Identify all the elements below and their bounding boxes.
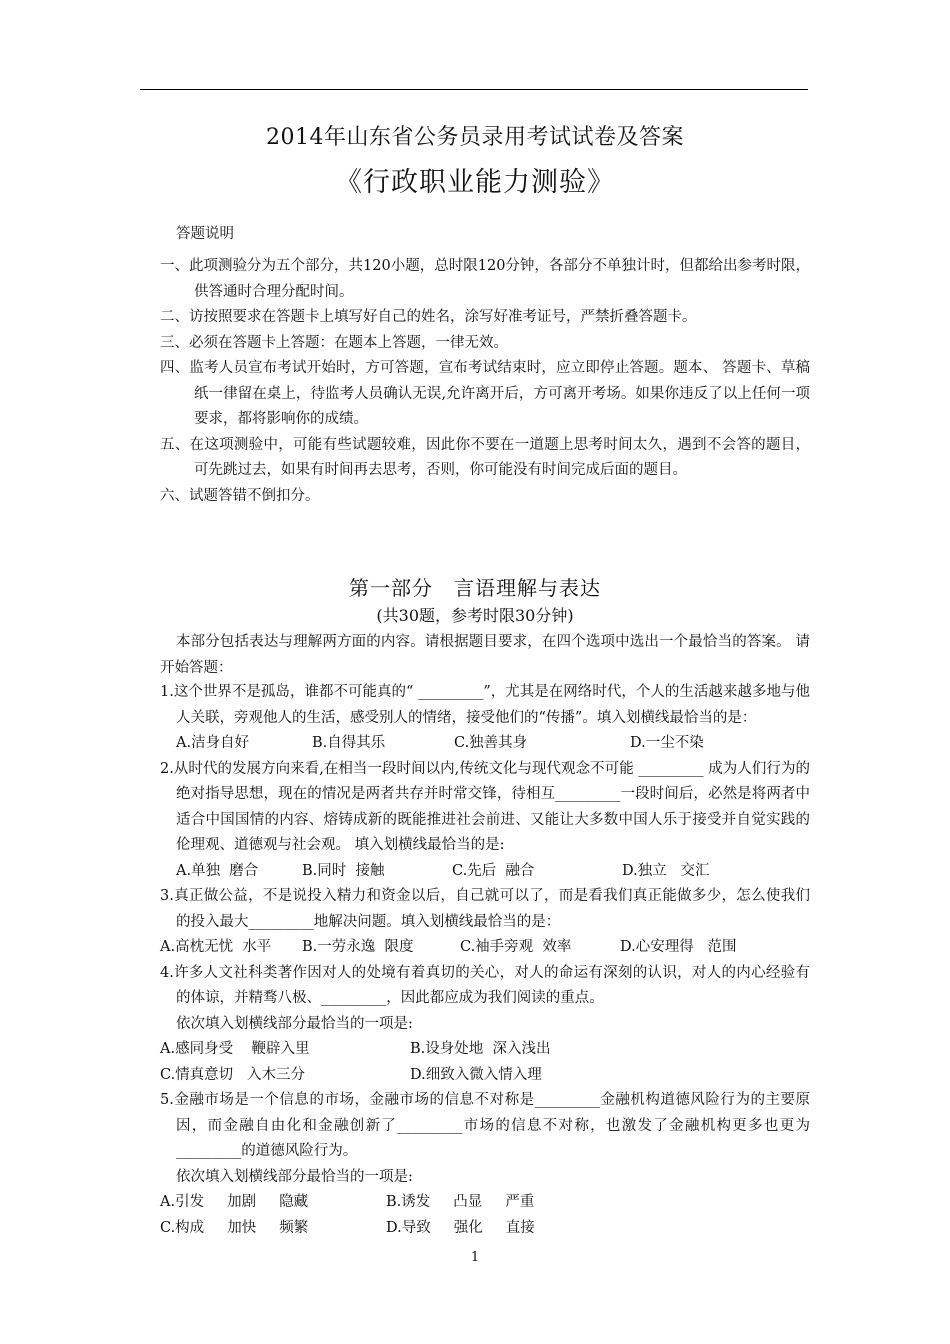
question-prompt: 依次填入划横线部分最恰当的一项是: bbox=[176, 1168, 413, 1185]
document-title: 2014年山东省公务员录用考试试卷及答案 bbox=[266, 125, 684, 150]
instructions-heading: 答题说明 bbox=[176, 226, 234, 242]
header-rule bbox=[140, 89, 808, 90]
question-stem: 1.这个世界不是孤岛，谁都不可能真的“ _________”，尤其是在网络时代，个人的生活越来越多地与他人关联，旁观他人的生活，感受别人的情绪，接受他们的“传播”。填入划横线最恰当的是： bbox=[160, 684, 810, 726]
question-options bbox=[160, 1037, 810, 1088]
question-stem: 2.从时代的发展方向来看,在相当一段时间以内,传统文化与现代观念不可能 _________ 成为人们行为的绝对指导思想，现在的情况是两者共存并时常交锋，待相互_________一段时间后，必然是将两者中适合中国国情的内容、熔铸成新的既能推进社会前进、又能让大多数中国人乐于接受并自觉实践的伦理观、道德观与社会观。 填入划横线最恰当的是: bbox=[160, 760, 810, 853]
question-options bbox=[160, 1190, 810, 1241]
option-c: C.袖手旁观 效率 bbox=[460, 939, 572, 955]
question-list bbox=[160, 680, 810, 1241]
question-stem: 5.金融市场是一个信息的市场，金融市场的信息不对称是_________金融机构道德风险行为的主要原因，而金融自由化和金融创新了_________市场的信息不对称，也激发了金融机构更多也更为_________的道德风险行为。 bbox=[160, 1092, 810, 1159]
option-a: A.洁身自好 bbox=[176, 735, 250, 751]
question-options bbox=[160, 935, 810, 961]
option-d: D.独立 交汇 bbox=[622, 862, 710, 879]
page-number: 1 bbox=[470, 1250, 480, 1265]
instruction-item: 六、试题答错不倒扣分。 bbox=[160, 487, 320, 504]
option-b: B.诱发 凸显 严重 bbox=[386, 1194, 535, 1210]
option-c: C.情真意切 入木三分 bbox=[160, 1066, 306, 1083]
question-options bbox=[160, 731, 810, 757]
question-stem: 3.真正做公益，不是说投入精力和资金以后，自己就可以了，而是看我们真正能做多少，怎么使我们的投入最大_________地解决问题。填入划横线最恰当的是： bbox=[160, 888, 810, 930]
question-3 bbox=[160, 884, 810, 961]
option-b: B.一劳永逸 限度 bbox=[302, 939, 414, 955]
option-d: D.导致 强化 直接 bbox=[386, 1219, 535, 1236]
question-4 bbox=[160, 961, 810, 1089]
question-2 bbox=[160, 757, 810, 885]
option-b: B.自得其乐 bbox=[312, 735, 386, 751]
option-d: D.一尘不染 bbox=[630, 735, 704, 751]
option-c: C.构成 加快 频繁 bbox=[160, 1219, 309, 1236]
instruction-item: 三、必须在答题卡上答题：在题本上答题，一律无效。 bbox=[160, 334, 508, 351]
section-time-note: (共30题，参考时限30分钟) bbox=[376, 606, 574, 625]
question-5 bbox=[160, 1088, 810, 1241]
option-d: D.心安理得 范围 bbox=[620, 939, 737, 955]
instruction-item: 一、此项测验分为五个部分，共120小题，总时限120分钟，各部分不单独计时，但都给出参考时限，供答通时合理分配时间。 bbox=[160, 258, 810, 300]
option-a: A.高枕无忧 水平 bbox=[160, 939, 272, 955]
option-a: A.引发 加剧 隐藏 bbox=[160, 1194, 309, 1210]
question-stem: 4.许多人文社科类著作因对人的处境有着真切的关心，对人的命运有深刻的认识，对人的内心经验有的体谅，并精骛八极、_________，因此都应成为我们阅读的重点。 bbox=[160, 964, 810, 1006]
instruction-item: 五、在这项测验中，可能有些试题较难，因此你不要在一道题上思考时间太久，遇到不会答的题目，可先跳过去，如果有时间再去思考，否则，你可能没有时间完成后面的题目。 bbox=[160, 436, 810, 478]
instruction-item: 四、监考人员宣布考试开始时，方可答题，宣布考试结束时，应立即停止答题。题本、 答题卡、草稿纸一律留在桌上，待监考人员确认无误,允许离开后，方可离开考场。如果你违反了以上任何一项要求，都将影响你的成绩。 bbox=[160, 360, 810, 427]
option-c: C.先后 融合 bbox=[452, 862, 535, 879]
instructions-list bbox=[160, 254, 810, 509]
option-a: A.感同身受 鞭辟入里 bbox=[160, 1041, 310, 1057]
option-b: B.同时 接触 bbox=[302, 862, 385, 879]
option-b: B.设身处地 深入浅出 bbox=[410, 1041, 551, 1057]
section-intro: 本部分包括表达与理解两方面的内容。请根据题目要求，在四个选项中选出一个最恰当的答案。 请开始答题： bbox=[160, 634, 810, 676]
option-d: D.细致入微入情入理 bbox=[410, 1066, 542, 1083]
question-1 bbox=[160, 680, 810, 757]
option-a: A.单独 磨合 bbox=[176, 862, 259, 879]
option-c: C.独善其身 bbox=[454, 735, 528, 751]
section-title: 第一部分 言语理解与表达 bbox=[349, 576, 601, 600]
question-prompt: 依次填入划横线部分最恰当的一项是: bbox=[176, 1015, 413, 1032]
document-subtitle: 《行政职业能力测验》 bbox=[335, 167, 615, 198]
question-options bbox=[160, 859, 810, 885]
instruction-item: 二、访按照要求在答题卡上填写好自己的姓名，涂写好准考证号，严禁折叠答题卡。 bbox=[160, 309, 697, 325]
